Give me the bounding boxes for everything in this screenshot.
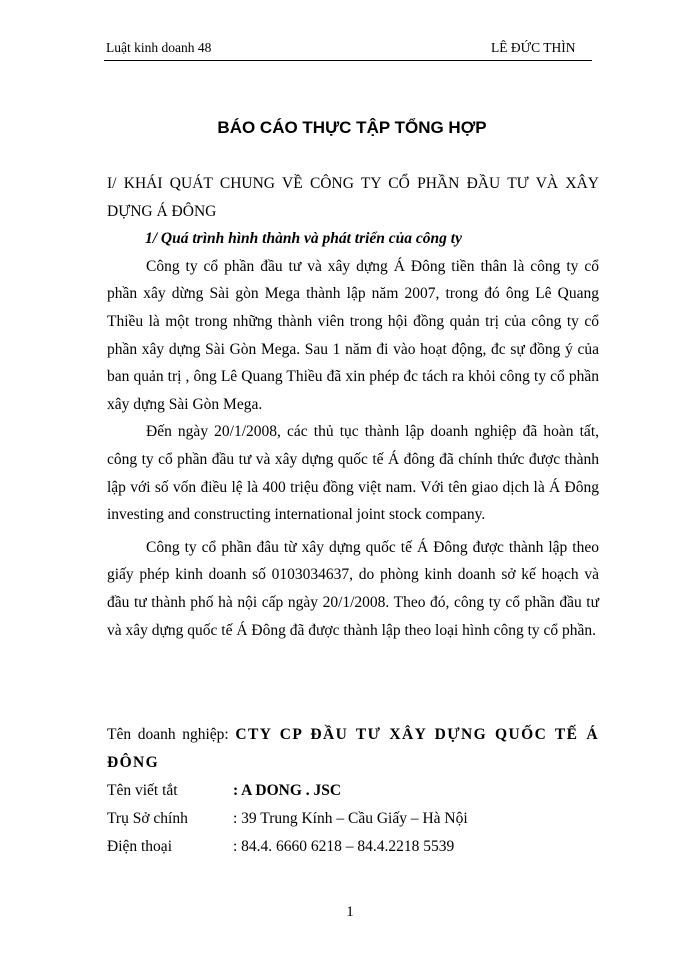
company-phone-label: Điện thoại — [107, 838, 172, 855]
company-name-value: CTY CP ĐẦU TƯ XÂY DỰNG QUỐC TẾ Á ĐÔNG — [107, 726, 600, 771]
paragraph-3: Công ty cổ phần đâu từ xây dựng quốc tế Á Đông được thành lập theo giấy phép kinh doanh số 0103034637, do phòng kinh doanh sở kế hoạch và đầu tư thành phố hà nội cấp ngày 20/1/2008. Theo đó, công ty cổ phần đầu tư và xây dựng quốc tế Á Đông đã được thành lập theo loại hình công ty cổ phần. — [107, 538, 599, 639]
header-author: LÊ ĐỨC THÌN — [491, 40, 576, 55]
company-name-label: Tên doanh nghiệp: — [107, 726, 229, 743]
company-hq-label: Trụ Sở chính — [107, 810, 188, 827]
company-abbr-label: Tên viết tắt — [107, 782, 178, 799]
company-phone-row — [107, 833, 599, 861]
report-title: BÁO CÁO THỰC TẬP TỔNG HỢP — [217, 118, 487, 137]
company-info — [107, 721, 599, 861]
company-hq-row — [107, 805, 599, 833]
header-divider — [104, 60, 592, 61]
company-abbr-row — [107, 777, 599, 805]
section-heading: I/ KHÁI QUÁT CHUNG VỀ CÔNG TY CỔ PHẦN ĐẦU TƯ VÀ XÂY DỰNG Á ĐÔNG — [107, 175, 599, 220]
paragraph-1: Công ty cổ phần đầu tư và xây dựng Á Đông tiền thân là công ty cổ phần xây dừng Sài gòn Mega thành lập năm 2007, trong đó ông Lê Quang Thiều là một trong những thành viên trong hội đồng quản trị của công ty cổ phần xây dựng Sài Gòn Mega. Sau 1 năm đi vào hoạt động, đc sự đồng ý của ban quản trị , ông Lê Quang Thiều đã xin phép đc tách ra khỏi công ty cổ phần xây dựng Sài Gòn Mega. — [107, 257, 599, 413]
company-abbr-value: : A DONG . JSC — [233, 782, 342, 799]
subsection-heading: 1/ Quá trình hình thành và phát triển của công ty — [145, 230, 462, 248]
page-number: 1 — [346, 904, 354, 920]
header-course: Luật kinh doanh 48 — [106, 40, 212, 55]
company-hq-value: : 39 Trung Kính – Cầu Giấy – Hà Nội — [233, 810, 468, 827]
company-phone-value: : 84.4. 6660 6218 – 84.4.2218 5539 — [233, 838, 455, 855]
report-body — [107, 170, 599, 644]
paragraph-2: Đến ngày 20/1/2008, các thủ tục thành lập doanh nghiệp đã hoàn tất, công ty cổ phần đầu tư và xây dựng quốc tế Á đông đã chính thức được thành lập với số vốn điều lệ là 400 triệu đồng việt nam. Với tên giao dịch là Á Đông investing and constructing international joint stock company. — [107, 423, 599, 524]
company-name-line — [107, 721, 599, 777]
